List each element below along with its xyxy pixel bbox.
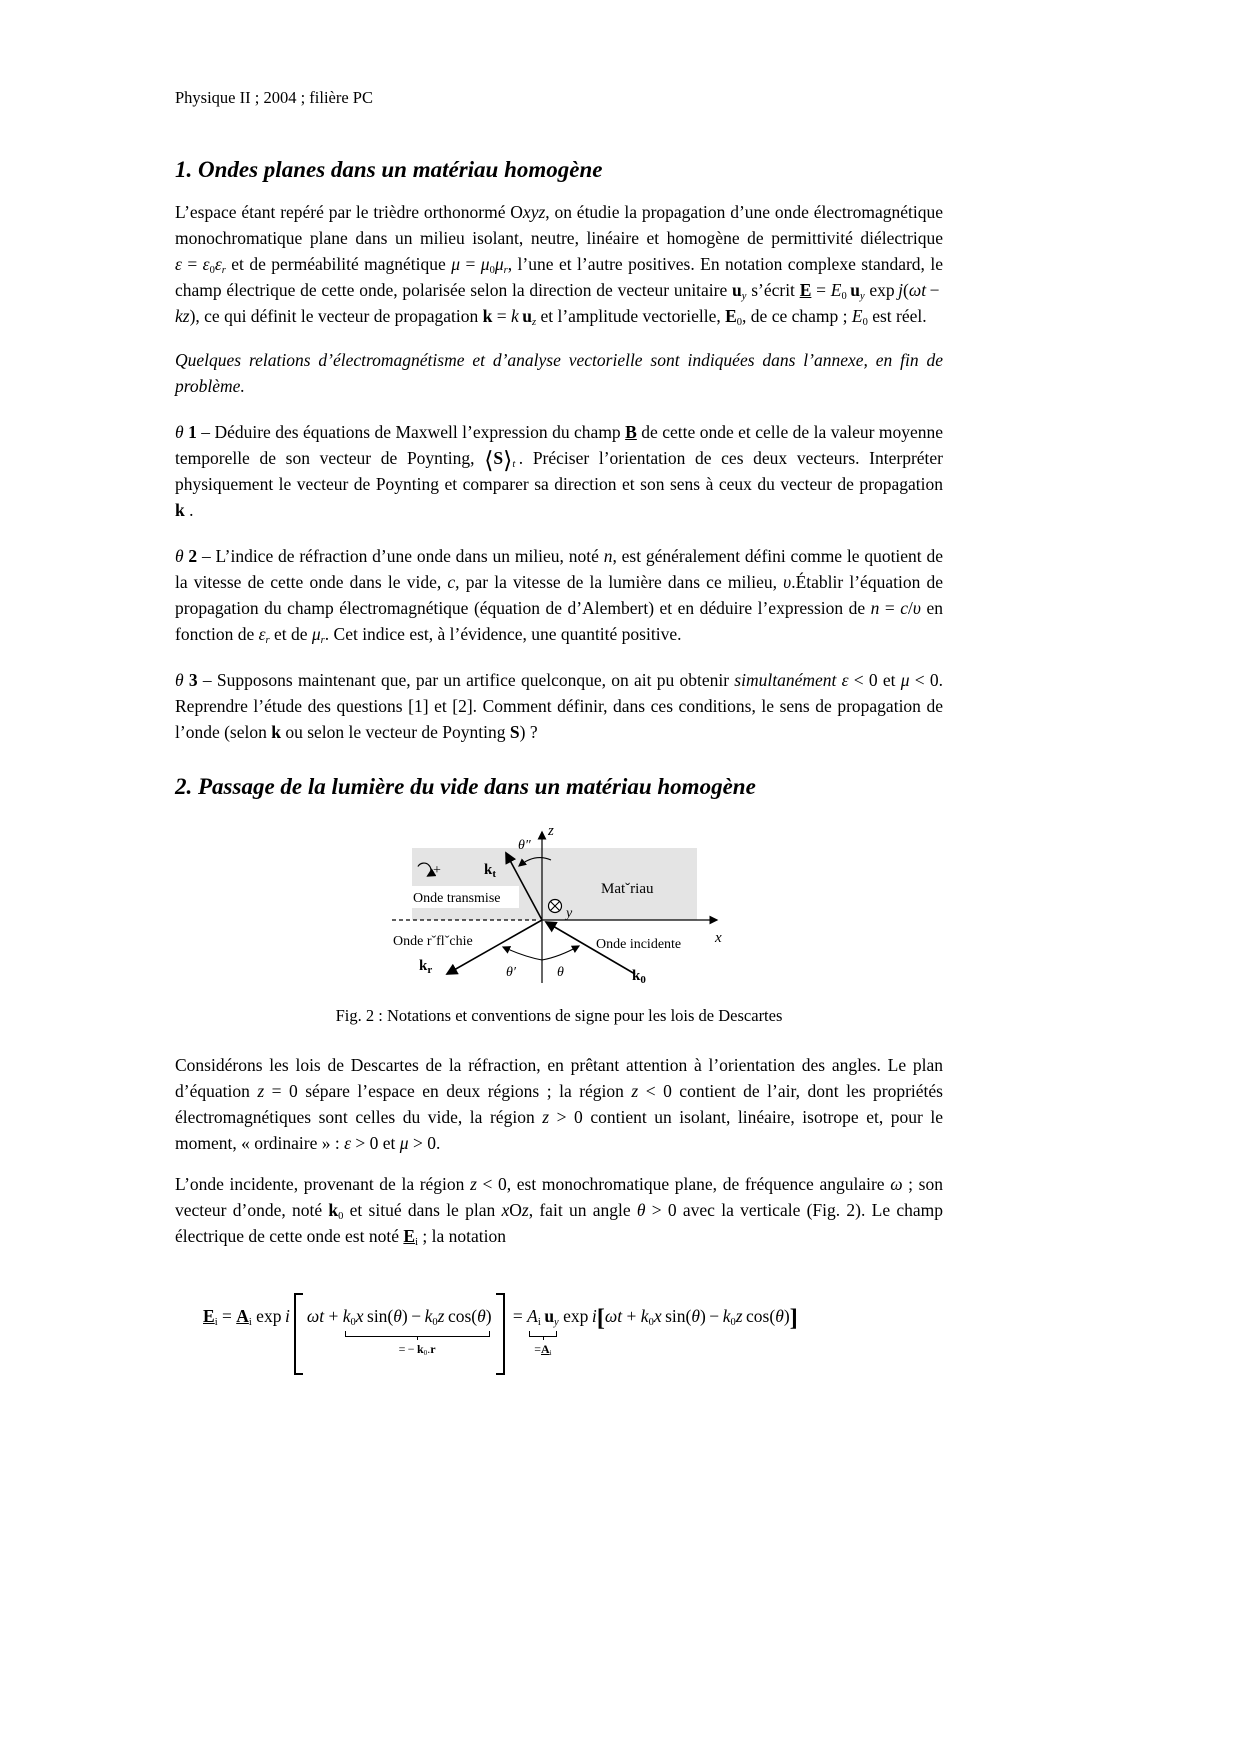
underbrace-amplitude-label: $=A_i$ [534, 1341, 552, 1357]
underbrace-phase-term [342, 1303, 492, 1357]
amplitude-term: $A_i$ $u_y$ [527, 1305, 559, 1328]
equation-rhs-tail: $\exp i[\omega t + k_0x$ $\sin(\theta) - k_0z$ cos(θ)] [558, 1303, 798, 1331]
underbrace-phase-label: = − $k_0.r$ [398, 1341, 436, 1357]
onde-reflechie-label: Onde rˇflˇchie [393, 933, 473, 949]
theta-reflected-label: θ′ [506, 964, 516, 980]
theta-incident-arc [542, 946, 579, 960]
theta-incident-label: θ [557, 964, 564, 980]
theta-transmitted-label: θ″ [518, 837, 531, 853]
big-right-bracket [496, 1293, 505, 1375]
equation-lhs: $E_i = A_i$ exp i [203, 1305, 290, 1328]
kt-label: $k_t$ [484, 861, 497, 880]
kr-label: $k_r$ [419, 957, 433, 976]
theta-reflected-arc [503, 947, 542, 960]
figure-2 [389, 818, 729, 996]
plus-sign-label: + [433, 862, 441, 878]
onde-incidente-label: Onde incidente [596, 936, 682, 952]
descartes-diagram [389, 818, 729, 996]
figure-2-caption: Fig. 2 : Notations et conventions de signe pour les lois de Descartes [335, 1005, 783, 1025]
question-3: θ 3 – Supposons maintenant que, par un artifice quelconque, on ait pu obtenir simultanément ε < 0 et μ < 0. Reprendre l’étude des questions [1] et [2]. Comment définir, dans ces conditions, le sens de propagation de l’onde (selon k ou selon le vecteur de Poynting S) ? [175, 669, 944, 742]
equation-arg-prefix: ωt + [306, 1305, 343, 1326]
paragraph-descartes: Considérons les lois de Descartes de la réfraction, en prêtant attention à l’orientation des angles. Le plan d’équation z = 0 sépare l’espace en deux régions ; la région z < 0 contient de l’air, dont les propriétés électromagnétiques sont celles du vide, la région z > 0 contient un isolant, linéaire, isotrope et, pour le moment, « ordinaire » : ε > 0 et μ > 0. [175, 1054, 944, 1153]
paragraph-incident-wave: L’onde incidente, provenant de la région z < 0, est monochromatique plane, de fréquence angulaire ω ; son vecteur d’onde, noté $k_0$ et situé dans le plan xOz, fait un angle θ > 0 avec la verticale (Fig. 2). Le champ électrique de cette onde est noté $E_i$ ; la notation [175, 1173, 944, 1248]
y-axis-label: y [566, 905, 573, 921]
onde-transmise-label: Onde transmise [413, 890, 501, 906]
underbrace-amplitude-term [527, 1303, 559, 1357]
k0-label: $k_0$ [632, 967, 646, 986]
x-axis-label: x [715, 929, 722, 946]
materiau-label: Matˇriau [601, 880, 654, 897]
page-header: Physique II ; 2004 ; filière PC [175, 88, 373, 107]
document-content [175, 88, 943, 1413]
phase-term: $k_0x$ $\sin(\theta) - k_0z$ cos(θ) [342, 1305, 492, 1328]
section-2-title: 2. Passage de la lumière du vide dans un matériau homogène [175, 773, 756, 799]
question-1: θ 1 – Déduire des équations de Maxwell l’expression du champ B de cette onde et celle de la valeur moyenne temporelle de son vecteur de Poynting, $⟨S⟩_t$ . Préciser l’orientation de ces deux vecteurs. Interpréter physiquement le vecteur de Poynting et comparer sa direction et son sens à ceux du vecteur de propagation k . [175, 421, 944, 520]
equation-equals: = [508, 1305, 528, 1326]
section-1-title: 1. Ondes planes dans un matériau homogène [175, 157, 603, 182]
question-2: θ 2 – L’indice de réfraction d’une onde dans un milieu, noté n, est généralement défini comme le quotient de la vitesse de cette onde dans le vide, c, par la vitesse de la lumière dans ce milieu, υ.Établir l’équation de propagation du champ électromagnétique (équation de d’Alembert) et en déduire l’expression de n = c/υ en fonction de $\varepsilon_r$ et de $\mu_r$. Cet indice est, à l’évidence, une quantité positive. [175, 545, 944, 646]
paragraph-intro: L’espace étant repéré par le trièdre orthonormé Oxyz, on étudie la propagation d’une onde électromagnétique monochromatique plane dans un milieu isolant, neutre, linéaire et homogène de permittivité diélectrique $\varepsilon = \varepsilon_0\varepsilon_r$ et de perméabilité magnétique $\mu = \mu_0\mu_r$, l’une et l’autre positives. En notation complexe standard, le champ électrique de cette onde, polarisée selon la direction de vecteur unitaire $u_y$ s’écrit $E = E_0$ $u_y$ exp j(ωt − kz), ce qui définit le vecteur de propagation k = k $u_z$ et l’amplitude vectorielle, $E_0$, de ce champ ; $E_0$ est réel. [175, 201, 943, 328]
underbrace-icon [345, 1331, 490, 1337]
big-left-bracket [294, 1293, 303, 1375]
underbrace-icon [529, 1331, 557, 1337]
incident-field-equation [203, 1277, 943, 1403]
z-axis-label: z [548, 822, 554, 839]
paragraph-annexe-note: Quelques relations d’électromagnétisme et d’analyse vectorielle sont indiquées dans l’annexe, en fin de problème. [175, 349, 943, 396]
